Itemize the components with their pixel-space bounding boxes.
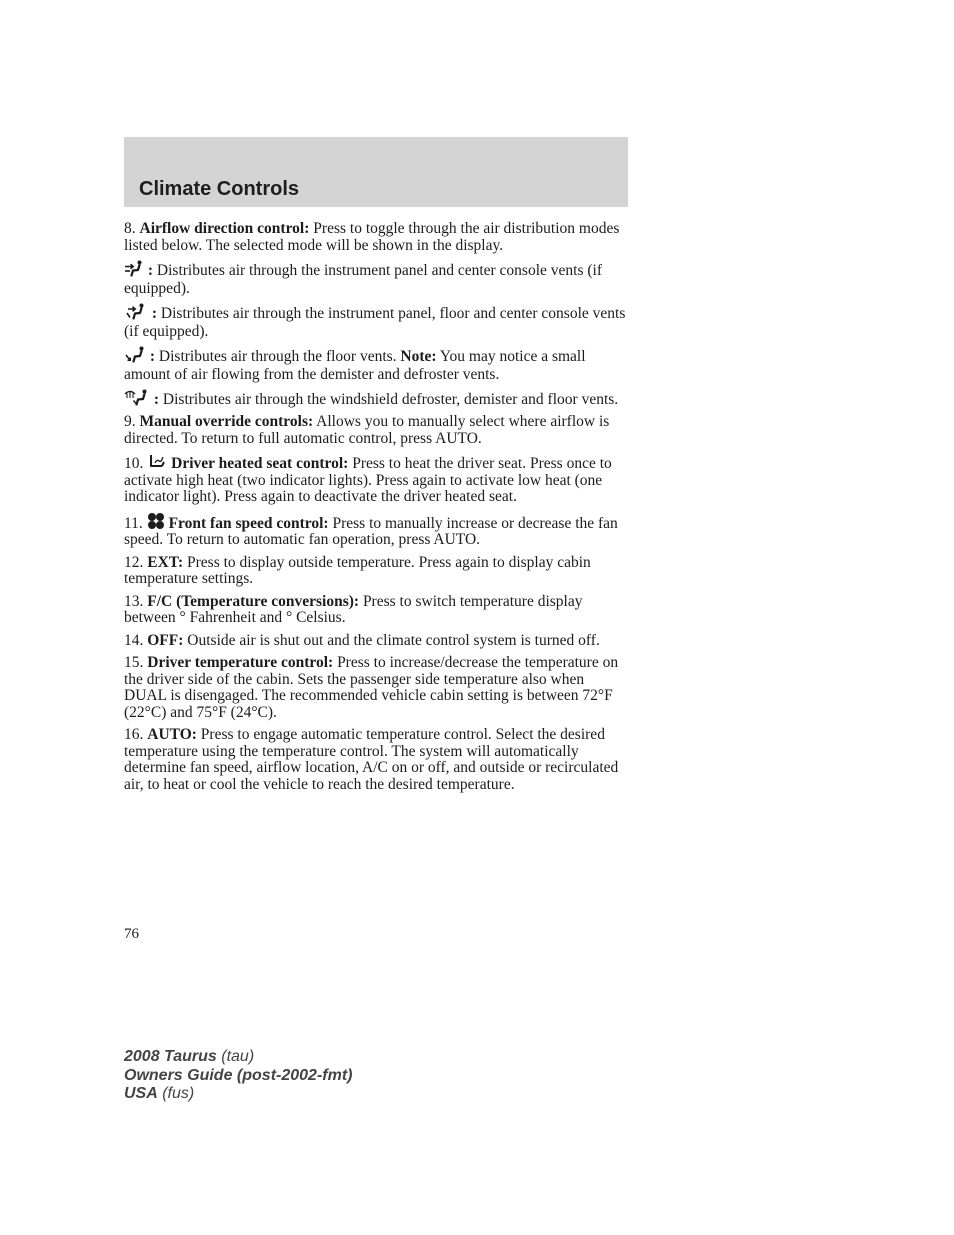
item-airflow-direction-control: 8. Airflow direction control: Press to toggle through the air distribution modes listed below. The selected mode will be shown in the display. (124, 220, 620, 254)
footer-line-model: 2008 Taurus (tau) (124, 1048, 255, 1065)
item-label: Front fan speed control: (168, 514, 329, 532)
document-footer (124, 1048, 352, 1104)
item-label: Airflow direction control: (139, 220, 310, 237)
item-front-fan-speed-control: 11. Front fan speed control: Press to manually increase or decrease the fan speed. To return to automatic fan operation, press AUTO. (124, 512, 630, 549)
item-driver-temperature-control: 15. Driver temperature control: Press to increase/decrease the temperature on the driver side of the cabin. Sets the passenger side temperature also when DUAL is disengaged. The recommended vehicle cabin setting is between 72°F (22°C) and 75°F (24°C). (124, 654, 619, 721)
floor-vent-icon (124, 346, 146, 363)
item-label: OFF: (147, 631, 184, 649)
fan-icon (147, 512, 165, 530)
defrost-floor-vent-icon (124, 389, 150, 406)
item-label: AUTO: (147, 726, 197, 743)
item-off: 14. OFF: Outside air is shut out and the climate control system is turned off. (124, 631, 600, 649)
page-number: 76 (124, 926, 139, 942)
mode-defrost-floor-vents: : Distributes air through the windshield defroster, demister and floor vents. (124, 389, 630, 409)
panel-vent-icon (124, 260, 144, 277)
item-label: EXT: (147, 553, 184, 571)
section-title: Climate Controls (139, 178, 300, 200)
mode-panel-floor-vents: : Distributes air through the instrument panel, floor and center console vents (if equipped). (124, 305, 626, 340)
footer-line-guide: Owners Guide (post-2002-fmt) (124, 1066, 353, 1084)
mode-floor-vents: : Distributes air through the floor vents. Note: You may notice a small amount of air flowing from the demister and defroster vents. (124, 348, 586, 383)
item-ext: 12. EXT: Press to display outside temperature. Press again to display cabin temperature settings. (124, 553, 591, 587)
item-label: F/C (Temperature conversions): (147, 592, 360, 610)
mode-panel-vents: : Distributes air through the instrument panel and center console vents (if equipped). (124, 262, 602, 297)
item-fc-temperature-conversions: 13. F/C (Temperature conversions): Press to switch temperature display between ° Fahrenheit and ° Celsius. (124, 592, 583, 626)
item-driver-heated-seat-control: 10. Driver heated seat control: Press to heat the driver seat. Press once to activate high heat (two indicator lights). Press again to activate low heat (one indicator light). Press again to deactivate the driver heated seat. (124, 455, 612, 505)
item-label: Driver temperature control: (147, 654, 334, 671)
note-label: Note: (400, 348, 437, 365)
panel-floor-vent-icon (124, 303, 148, 320)
item-manual-override-controls: 9. Manual override controls: Allows you to manually select where airflow is directed. To return to full automatic control, press AUTO. (124, 413, 610, 447)
item-label: Manual override controls: (139, 413, 314, 430)
heated-seat-icon (147, 453, 167, 470)
section-header-band (124, 137, 628, 207)
item-auto: 16. AUTO: Press to engage automatic temperature control. Select the desired temperature using the temperature control. The system will automatically determine fan speed, airflow location, A/C on or off, and outside or recirculated air, to heat or cool the vehicle to reach the desired temperature. (124, 726, 619, 793)
footer-line-market: USA (fus) (124, 1085, 195, 1102)
item-label: Driver heated seat control: (171, 455, 349, 472)
page-content (124, 221, 630, 799)
